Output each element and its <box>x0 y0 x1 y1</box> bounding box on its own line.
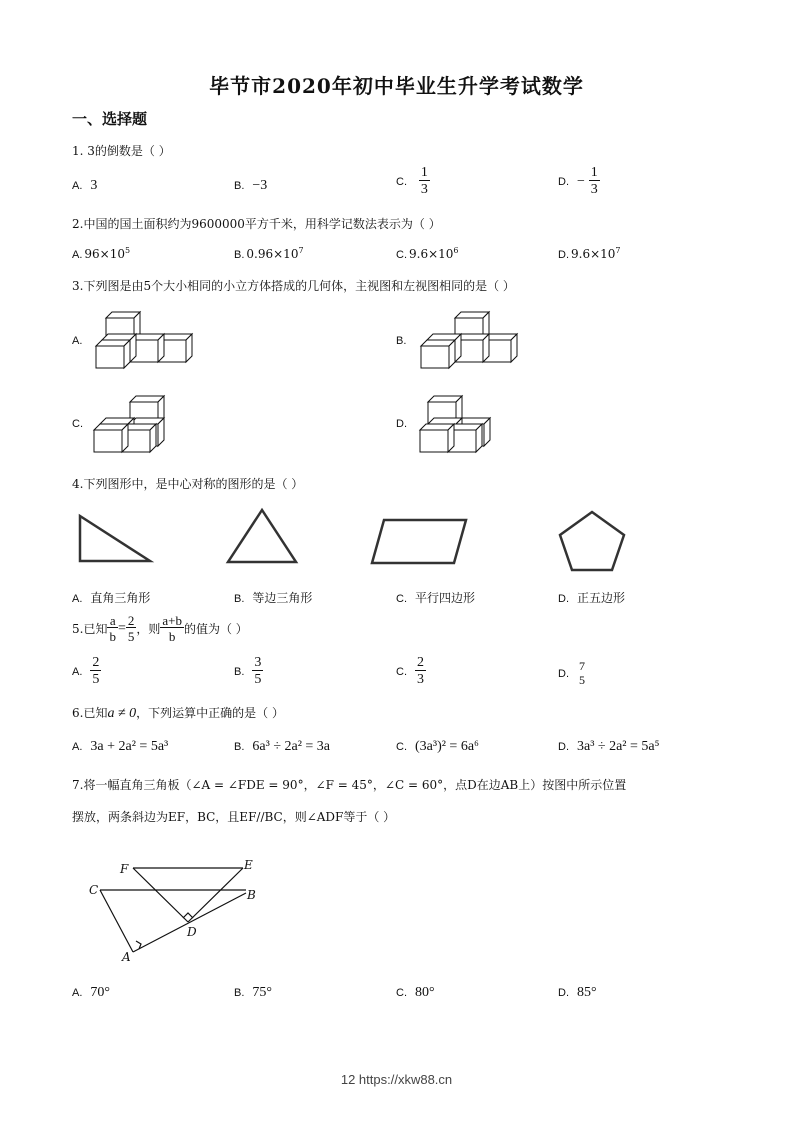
equilateral-triangle-shape <box>228 510 296 562</box>
question-2-text: 2.中国的国土面积约为9600000平方千米，用科学记数法表示为（ ） <box>72 217 441 231</box>
cube-figure-d <box>420 396 490 452</box>
section-heading: 一、选择题 <box>72 110 148 128</box>
question-6-text: 6.已知a ≠ 0，下列运算中正确的是（ ） <box>72 706 284 721</box>
cube-figure-c <box>94 396 164 452</box>
q1-option-a: A. 3 <box>72 178 98 193</box>
q7-option-c: C. 80° <box>396 985 435 1000</box>
question-1-text: 1. 3的倒数是（ ） <box>72 144 171 158</box>
q2-option-d: D. $9.6\times 10^7$ <box>558 246 621 261</box>
parallelogram-shape <box>372 520 466 563</box>
q5-option-a: A. $\frac{2}{5}$ <box>72 655 100 687</box>
q3-label-c: C. <box>72 418 83 430</box>
triangle-diagram <box>100 868 246 952</box>
q1-option-b: B. −3 <box>234 178 268 193</box>
point-label-f: F <box>120 862 129 876</box>
q2-option-a: A. $96\times 10^5$ <box>72 246 131 261</box>
q4-option-c: C. 平行四边形 <box>396 591 476 605</box>
q2-option-c: C. $9.6\times 10^6$ <box>396 246 459 261</box>
q7-option-b: B. 75° <box>234 985 273 1000</box>
q7-option-a: A. 70° <box>72 985 111 1000</box>
point-label-a: A <box>122 950 131 964</box>
question-7-line-2: 摆放，两条斜边为EF，BC，且EF//BC，则∠ADF等于（ ） <box>72 810 396 824</box>
q7-option-d: D. 85° <box>558 985 597 1000</box>
q5-option-d: D. 7 5 <box>558 659 585 687</box>
q3-label-d: D. <box>396 418 407 430</box>
right-triangle-shape <box>80 516 150 561</box>
q4-option-d: D. 正五边形 <box>558 591 626 605</box>
point-label-c: C <box>89 883 99 897</box>
point-label-b: B <box>247 888 256 902</box>
question-3-text: 3.下列图是由5个大小相同的小立方体搭成的几何体，主视图和左视图相同的是（ ） <box>72 279 515 293</box>
fraction: $\frac{1}{3}$ <box>420 165 428 197</box>
q1-option-d: D. − $\frac{1}{3}$ <box>558 165 598 197</box>
question-5-text: 5.已知 $\frac{a}{b}$ = $\frac{2}{5}$ ，则 $\frac{a+b}{b}$ 的值为（ ） <box>72 613 248 644</box>
point-label-d: D <box>187 925 197 939</box>
fraction: $\frac{1}{3}$ <box>590 165 598 197</box>
q2-option-b: B. $0.96\times 10^7$ <box>234 246 304 261</box>
page-footer: 12 https://xkw88.cn <box>340 1072 453 1087</box>
q6-option-c: C. (3a³)² = 6a⁶ <box>396 739 479 754</box>
pentagon-shape <box>560 512 624 570</box>
q5-option-b: B. $\frac{3}{5}$ <box>234 655 262 687</box>
q5-option-c: C. $\frac{2}{3}$ <box>396 655 424 687</box>
cube-figure-b <box>421 312 517 368</box>
q6-option-b: B. 6a³ ÷ 2a² = 3a <box>234 739 331 754</box>
q3-label-a: A. <box>72 335 83 347</box>
q6-option-a: A. 3a + 2a² = 5a³ <box>72 739 169 754</box>
q4-option-b: B. 等边三角形 <box>234 591 313 605</box>
cube-figure-a <box>96 312 192 368</box>
q4-option-a: A. 直角三角形 <box>72 591 151 605</box>
page-title: 毕节市2020年初中毕业生升学考试数学 <box>209 74 584 98</box>
question-4-text: 4.下列图形中，是中心对称的图形的是（ ） <box>72 477 304 491</box>
q1-option-c: C. $\frac{1}{3}$ <box>396 165 428 197</box>
q6-option-d: D. 3a³ ÷ 2a² = 5a⁵ <box>558 739 660 754</box>
question-7-line-1: 7.将一幅直角三角板（∠A = ∠FDE = 90°，∠F = 45°，∠C = 60°，点D在边AB上）按图中所示位置 <box>72 778 627 792</box>
q3-label-b: B. <box>396 335 407 347</box>
point-label-e: E <box>244 858 253 872</box>
